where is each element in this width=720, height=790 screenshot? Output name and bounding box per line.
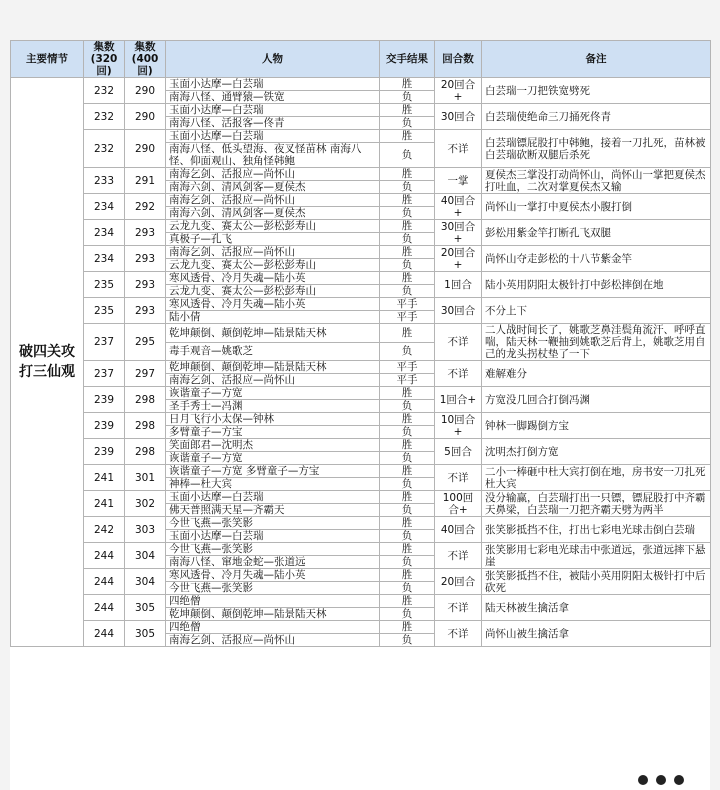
note-cell: 二小一棒砸中杜大宾打倒在地，房书安一刀扎死杜大宾 (482, 465, 711, 491)
note-cell: 沈明杰打倒方宽 (482, 439, 711, 465)
characters-cell: 南海六剑、清风剑客—夏侯杰 (166, 181, 380, 194)
result-cell: 负 (380, 504, 435, 517)
characters-cell: 南海乞剑、活报应—尚怀山 (166, 246, 380, 259)
result-cell: 平手 (380, 298, 435, 311)
header-rounds: 回合数 (435, 41, 482, 78)
characters-cell: 寒风透骨、冷月失魂—陆小英 (166, 298, 380, 311)
header-ep320: 集数(320回) (84, 41, 125, 78)
characters-cell: 南海乞剑、活报应—尚怀山 (166, 374, 380, 387)
note-cell: 彭松用紫金竿打断孔飞双腿 (482, 220, 711, 246)
result-cell: 负 (380, 452, 435, 465)
characters-cell: 南海乞剑、活报应—尚怀山 (166, 168, 380, 181)
note-cell: 张笑影抵挡不住，被陆小英用阴阳太极针打中后砍死 (482, 569, 711, 595)
bottom-bar (10, 760, 710, 790)
result-cell: 负 (380, 582, 435, 595)
result-cell: 胜 (380, 517, 435, 530)
characters-cell: 四绝僧 (166, 621, 380, 634)
result-cell: 负 (380, 400, 435, 413)
result-cell: 胜 (380, 465, 435, 478)
episode-320-cell: 234 (84, 194, 125, 220)
result-cell: 胜 (380, 246, 435, 259)
result-cell: 负 (380, 143, 435, 168)
episode-320-cell: 234 (84, 220, 125, 246)
table-row (11, 104, 711, 117)
table-body (11, 78, 711, 647)
episode-400-cell: 298 (125, 387, 166, 413)
rounds-cell: 20回合+ (435, 78, 482, 104)
rounds-cell: 30回合+ (435, 220, 482, 246)
result-cell: 胜 (380, 439, 435, 452)
episode-320-cell: 234 (84, 246, 125, 272)
note-cell: 陆天林被生擒活拿 (482, 595, 711, 621)
episode-320-cell: 244 (84, 569, 125, 595)
result-cell: 胜 (380, 413, 435, 426)
result-cell: 胜 (380, 272, 435, 285)
episode-320-cell: 232 (84, 130, 125, 168)
result-cell: 负 (380, 233, 435, 246)
characters-cell: 玉面小达摩—白芸瑞 (166, 530, 380, 543)
table-row (11, 194, 711, 207)
result-cell: 胜 (380, 543, 435, 556)
table-row (11, 413, 711, 426)
rounds-cell: 不详 (435, 595, 482, 621)
result-cell: 胜 (380, 194, 435, 207)
result-cell: 负 (380, 207, 435, 220)
characters-cell: 寒风透骨、冷月失魂—陆小英 (166, 272, 380, 285)
episode-400-cell: 293 (125, 272, 166, 298)
note-cell: 二人战时间长了，姚歌芝鼻洼鬓角流汗、呼呼直喘，陆天林一鞭抽到姚歌芝后背上，姚歌芝用自己的龙头拐杖垫了一下 (482, 324, 711, 361)
characters-cell: 云龙九变、赛太公—彭松彭寿山 (166, 285, 380, 298)
rounds-cell: 20回合+ (435, 246, 482, 272)
rounds-cell: 10回合+ (435, 413, 482, 439)
characters-cell: 四绝僧 (166, 595, 380, 608)
characters-cell: 真极子—孔飞 (166, 233, 380, 246)
characters-cell: 南海八怪、窜地金蛇—张道远 (166, 556, 380, 569)
episode-400-cell: 293 (125, 298, 166, 324)
result-cell: 胜 (380, 220, 435, 233)
result-cell: 负 (380, 259, 435, 272)
note-cell: 白芸瑞一刀把铁宽劈死 (482, 78, 711, 104)
table-row (11, 130, 711, 143)
episode-400-cell: 293 (125, 220, 166, 246)
rounds-cell: 不详 (435, 361, 482, 387)
episode-320-cell: 239 (84, 439, 125, 465)
result-cell: 负 (380, 426, 435, 439)
table-row (11, 595, 711, 608)
result-cell: 胜 (380, 324, 435, 343)
table-row (11, 272, 711, 285)
rounds-cell: 不详 (435, 543, 482, 569)
episode-400-cell: 303 (125, 517, 166, 543)
result-cell: 负 (380, 117, 435, 130)
result-cell: 胜 (380, 130, 435, 143)
result-cell: 平手 (380, 311, 435, 324)
result-cell: 负 (380, 342, 435, 361)
result-cell: 负 (380, 556, 435, 569)
characters-cell: 毒手观音—姚歌芝 (166, 342, 380, 361)
note-cell: 陆小英用阴阳太极针打中彭松摔倒在地 (482, 272, 711, 298)
episode-320-cell: 235 (84, 272, 125, 298)
table-row (11, 621, 711, 634)
characters-cell: 诙谐童子—方宽 多臂童子—方宝 (166, 465, 380, 478)
result-cell: 胜 (380, 595, 435, 608)
characters-cell: 佛天普照满天星—齐霸天 (166, 504, 380, 517)
characters-cell: 南海八怪、活报客—佟青 (166, 117, 380, 130)
characters-cell: 寒风透骨、冷月失魂—陆小英 (166, 569, 380, 582)
plot-cell: 破四关攻打三仙观 (11, 78, 84, 647)
table-row (11, 168, 711, 181)
episode-320-cell: 244 (84, 621, 125, 647)
more-options-icon[interactable] (630, 770, 684, 789)
note-cell: 夏侯杰三掌没打动尚怀山，尚怀山一掌把夏侯杰打吐血，二次对掌夏侯杰又输 (482, 168, 711, 194)
episode-400-cell: 301 (125, 465, 166, 491)
note-cell: 张笑影用七彩电光球击中张道远，张道远摔下悬崖 (482, 543, 711, 569)
episode-400-cell: 302 (125, 491, 166, 517)
result-cell: 负 (380, 285, 435, 298)
header-ep400: 集数(400回) (125, 41, 166, 78)
rounds-cell: 不详 (435, 465, 482, 491)
episode-400-cell: 293 (125, 246, 166, 272)
episode-400-cell: 292 (125, 194, 166, 220)
episode-400-cell: 298 (125, 439, 166, 465)
episode-320-cell: 235 (84, 298, 125, 324)
table-row (11, 361, 711, 374)
characters-cell: 日月飞行小太保—钟林 (166, 413, 380, 426)
note-cell: 尚怀山被生擒活拿 (482, 621, 711, 647)
battle-table (10, 40, 711, 647)
characters-cell: 诙谐童子—方宽 (166, 452, 380, 465)
rounds-cell: 20回合 (435, 569, 482, 595)
note-cell: 不分上下 (482, 298, 711, 324)
characters-cell: 玉面小达摩—白芸瑞 (166, 491, 380, 504)
characters-cell: 南海八怪、通臂猿—铁宽 (166, 91, 380, 104)
rounds-cell: 1回合+ (435, 387, 482, 413)
table-row (11, 220, 711, 233)
note-cell: 钟林一脚踢倒方宝 (482, 413, 711, 439)
result-cell: 胜 (380, 491, 435, 504)
table-row (11, 491, 711, 504)
characters-cell: 今世飞燕—张笑影 (166, 517, 380, 530)
characters-cell: 玉面小达摩—白芸瑞 (166, 78, 380, 91)
episode-320-cell: 237 (84, 361, 125, 387)
characters-cell: 乾坤颠倒、颠倒乾坤—陆景陆天林 (166, 361, 380, 374)
characters-cell: 南海六剑、清风剑客—夏侯杰 (166, 207, 380, 220)
result-cell: 胜 (380, 621, 435, 634)
rounds-cell: 5回合 (435, 439, 482, 465)
episode-320-cell: 239 (84, 413, 125, 439)
characters-cell: 乾坤颠倒、颠倒乾坤—陆景陆天林 (166, 324, 380, 343)
table-row (11, 439, 711, 452)
rounds-cell: 40回合+ (435, 194, 482, 220)
header-note: 备注 (482, 41, 711, 78)
characters-cell: 今世飞燕—张笑影 (166, 543, 380, 556)
episode-400-cell: 297 (125, 361, 166, 387)
note-cell: 白芸瑞使绝命三刀捅死佟青 (482, 104, 711, 130)
table-row (11, 465, 711, 478)
result-cell: 负 (380, 530, 435, 543)
rounds-cell: 30回合 (435, 104, 482, 130)
result-cell: 负 (380, 181, 435, 194)
document-page (10, 40, 710, 760)
note-cell: 难解难分 (482, 361, 711, 387)
rounds-cell: 不详 (435, 324, 482, 361)
episode-400-cell: 295 (125, 324, 166, 361)
characters-cell: 诙谐童子—方宽 (166, 387, 380, 400)
episode-320-cell: 237 (84, 324, 125, 361)
result-cell: 平手 (380, 361, 435, 374)
characters-cell: 南海八怪、低头望海、夜叉怪苗林 南海八怪、仰面观山、独角怪韩鲍 (166, 143, 380, 168)
episode-320-cell: 232 (84, 104, 125, 130)
episode-400-cell: 304 (125, 569, 166, 595)
result-cell: 胜 (380, 387, 435, 400)
episode-400-cell: 290 (125, 130, 166, 168)
table-row (11, 78, 711, 91)
characters-cell: 今世飞燕—张笑影 (166, 582, 380, 595)
characters-cell: 玉面小达摩—白芸瑞 (166, 104, 380, 117)
header-result: 交手结果 (380, 41, 435, 78)
episode-320-cell: 242 (84, 517, 125, 543)
characters-cell: 南海乞剑、活报应—尚怀山 (166, 194, 380, 207)
table-row (11, 543, 711, 556)
episode-320-cell: 233 (84, 168, 125, 194)
header-row (11, 41, 711, 78)
episode-400-cell: 298 (125, 413, 166, 439)
result-cell: 胜 (380, 569, 435, 582)
note-cell: 白芸瑞镖屁股打中韩鲍，接着一刀扎死，苗林被白芸瑞砍断双腿后杀死 (482, 130, 711, 168)
characters-cell: 云龙九变、赛太公—彭松彭寿山 (166, 220, 380, 233)
table-row (11, 246, 711, 259)
result-cell: 负 (380, 634, 435, 647)
rounds-cell: 不详 (435, 621, 482, 647)
header-characters: 人物 (166, 41, 380, 78)
episode-320-cell: 239 (84, 387, 125, 413)
episode-400-cell: 305 (125, 595, 166, 621)
note-cell: 尚怀山一掌打中夏侯杰小腹打倒 (482, 194, 711, 220)
header-plot: 主要情节 (11, 41, 84, 78)
characters-cell: 多臂童子—方宝 (166, 426, 380, 439)
rounds-cell: 1回合 (435, 272, 482, 298)
episode-320-cell: 241 (84, 491, 125, 517)
characters-cell: 笑面郎君—沈明杰 (166, 439, 380, 452)
characters-cell: 南海乞剑、活报应—尚怀山 (166, 634, 380, 647)
table-row (11, 569, 711, 582)
episode-320-cell: 232 (84, 78, 125, 104)
table-row (11, 517, 711, 530)
episode-400-cell: 290 (125, 78, 166, 104)
episode-400-cell: 304 (125, 543, 166, 569)
episode-400-cell: 290 (125, 104, 166, 130)
result-cell: 胜 (380, 168, 435, 181)
episode-320-cell: 241 (84, 465, 125, 491)
result-cell: 负 (380, 91, 435, 104)
rounds-cell: 100回合+ (435, 491, 482, 517)
episode-400-cell: 305 (125, 621, 166, 647)
characters-cell: 圣手秀士—冯渊 (166, 400, 380, 413)
result-cell: 胜 (380, 104, 435, 117)
rounds-cell: 不详 (435, 130, 482, 168)
rounds-cell: 一掌 (435, 168, 482, 194)
rounds-cell: 40回合 (435, 517, 482, 543)
characters-cell: 玉面小达摩—白芸瑞 (166, 130, 380, 143)
table-row (11, 324, 711, 343)
episode-320-cell: 244 (84, 595, 125, 621)
note-cell: 尚怀山夺走彭松的十八节紫金竿 (482, 246, 711, 272)
rounds-cell: 30回合 (435, 298, 482, 324)
result-cell: 负 (380, 478, 435, 491)
characters-cell: 云龙九变、赛太公—彭松彭寿山 (166, 259, 380, 272)
characters-cell: 神棒—杜大宾 (166, 478, 380, 491)
note-cell: 方宽没几回合打倒冯渊 (482, 387, 711, 413)
table-row (11, 298, 711, 311)
result-cell: 胜 (380, 78, 435, 91)
characters-cell: 乾坤颠倒、颠倒乾坤—陆景陆天林 (166, 608, 380, 621)
episode-320-cell: 244 (84, 543, 125, 569)
episode-400-cell: 291 (125, 168, 166, 194)
table-row (11, 387, 711, 400)
note-cell: 张笑影抵挡不住，打出七彩电光球击倒白芸瑞 (482, 517, 711, 543)
characters-cell: 陆小倩 (166, 311, 380, 324)
result-cell: 负 (380, 608, 435, 621)
note-cell: 没分输赢，白芸瑞打出一只镖，镖屁股打中齐霸天鼻梁，白芸瑞一刀把齐霸天劈为两半 (482, 491, 711, 517)
result-cell: 平手 (380, 374, 435, 387)
